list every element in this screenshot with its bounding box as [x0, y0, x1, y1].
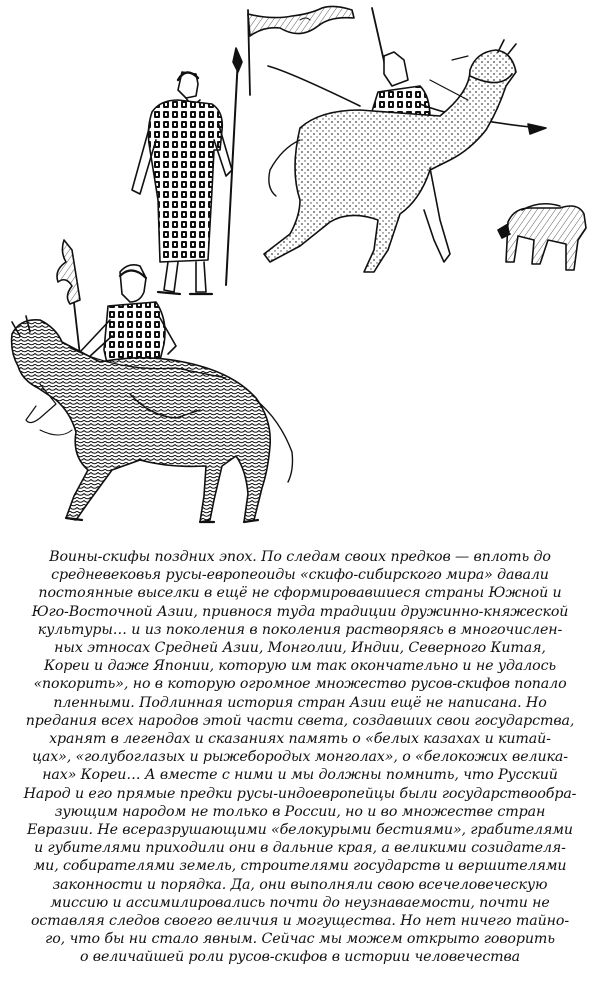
- caption-line: Юго-Восточной Азии, привнося туда традиции дружинно-княжеской: [31, 603, 569, 620]
- caption-line: Кореи и даже Японии, которую им так окончательно и не удалось: [43, 658, 557, 675]
- caption-line: предания всех народов этой части света, создавших свои государства,: [25, 712, 575, 729]
- caption-line: и губителями приходили они в дальние края, а великими созидателя-: [34, 840, 566, 857]
- caption-line: о величайшей роли русов-скифов в истории человечества: [79, 949, 521, 966]
- caption-line: го, что бы ни стало явным. Сейчас мы можем открыто говорить: [45, 931, 555, 948]
- caption-line: миссию и ассимилировались почти до неузнаваемости, почти не: [50, 894, 550, 911]
- caption-line: цах», «голубоглазых и рыжебородых монголах», о «белокожих велика-: [32, 749, 568, 766]
- caption-line: нах» Кореи… А вместе с ними и мы должны помнить, что Русский: [42, 767, 558, 784]
- caption-line: зующим народом не только в России, но и во множестве стран: [54, 803, 546, 820]
- caption-line: хранят в легендах и сказаниях память о «белых казахах и китай-: [49, 731, 551, 748]
- document-caption: [8, 548, 592, 967]
- caption-line: пленными. Подлинная история стран Азии ещё не написана. Но: [53, 694, 547, 711]
- caption-line: постоянные выселки в ещё не сформировавшиеся страны Южной и: [38, 585, 562, 602]
- caption-line: культуры… и из поколения в поколения растворяясь в многочислен-: [37, 621, 563, 638]
- caption-line: оставляя следов своего величия и могущества. Но нет ничего тайно-: [30, 913, 570, 930]
- mounted-lancer-figure: [12, 240, 293, 522]
- caption-line: Народ и его прямые предки русы-индоевропейцы были государствообра-: [23, 785, 577, 802]
- caption-line: законности и порядка. Да, они выполняли свою всечеловеческую: [52, 876, 548, 893]
- caption-line: средневековья русы-европеоиды «скифо-сибирского мира» давали: [51, 567, 549, 584]
- distant-horse-figure: [498, 204, 586, 270]
- standing-warrior-figure: [132, 48, 242, 294]
- caption-line: ми, собирателями земель, строителями государств и вершителями: [33, 858, 567, 875]
- caption-line: Евразии. Не всеразрушающими «белокурыми бестиями», грабителями: [27, 822, 573, 839]
- caption-line: ных этносах Средней Азии, Монголии, Индии, Северного Китая,: [54, 640, 546, 657]
- caption-line: «покорить», но в которую огромное множество русов-скифов попало: [33, 676, 567, 693]
- caption-line: Воины-скифы поздних эпох. По следам своих предков — вплоть до: [49, 549, 551, 565]
